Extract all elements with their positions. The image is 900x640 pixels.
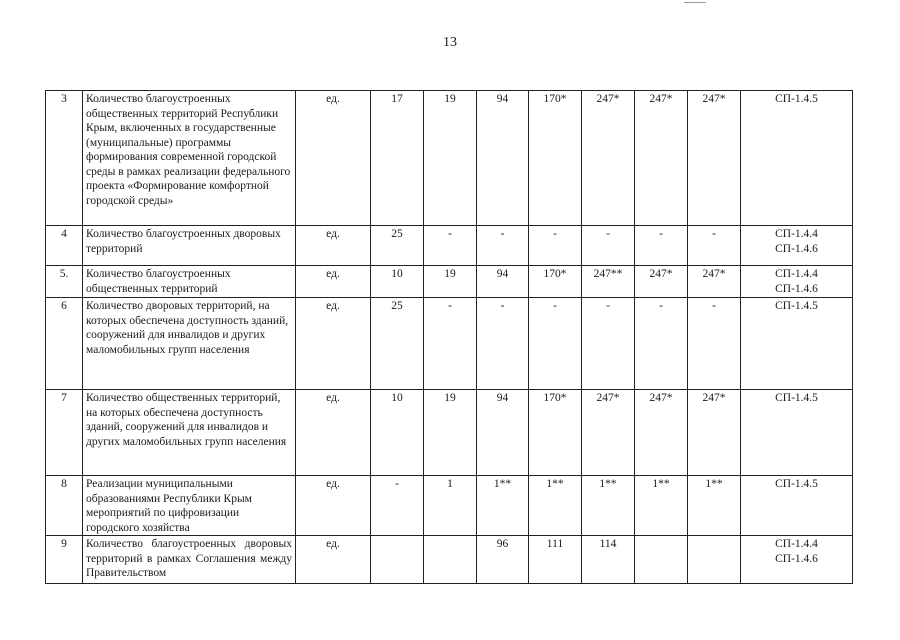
value-cell: -	[688, 298, 741, 390]
row-number: 9	[46, 536, 83, 584]
value-cell: 19	[424, 91, 477, 226]
row-number: 8	[46, 476, 83, 536]
source-code: СП-1.4.6	[775, 242, 818, 255]
indicator-name: Количество благоустроенных дворовых территорий в рамках Соглашения между Правительством	[83, 536, 296, 584]
indicator-name: Количество благоустроенных общественных территорий Республики Крым, включенных в государственные (муниципальные) программы формирования современной городской среды в рамках реализации федерального проекта «Формирование комфортной городской среды»	[83, 91, 296, 226]
value-cell: -	[424, 298, 477, 390]
value-cell: -	[529, 226, 582, 266]
value-cell	[635, 536, 688, 584]
source-code: СП-1.4.5	[775, 300, 818, 312]
source-code: СП-1.4.5	[775, 392, 818, 404]
value-cell: 10	[371, 266, 424, 298]
row-number: 7	[46, 390, 83, 476]
table-row	[46, 91, 853, 226]
value-cell: 111	[529, 536, 582, 584]
source-cell	[741, 266, 853, 298]
value-cell: -	[529, 298, 582, 390]
value-cell: -	[477, 298, 529, 390]
source-code: СП-1.4.4	[775, 228, 818, 240]
value-cell	[424, 536, 477, 584]
value-cell: 247*	[635, 91, 688, 226]
value-cell: 170*	[529, 91, 582, 226]
value-cell: 114	[582, 536, 635, 584]
value-cell: 1**	[582, 476, 635, 536]
table-row	[46, 298, 853, 390]
unit-cell: ед.	[296, 91, 371, 226]
value-cell: 247*	[582, 390, 635, 476]
source-cell	[741, 536, 853, 584]
value-cell: 17	[371, 91, 424, 226]
source-cell	[741, 476, 853, 536]
value-cell: 247*	[688, 390, 741, 476]
page-edge-mark	[684, 2, 706, 3]
source-cell	[741, 390, 853, 476]
value-cell: 247*	[688, 91, 741, 226]
table-row	[46, 390, 853, 476]
value-cell: 96	[477, 536, 529, 584]
value-cell	[371, 536, 424, 584]
source-code: СП-1.4.5	[775, 478, 818, 490]
source-cell	[741, 298, 853, 390]
unit-cell: ед.	[296, 390, 371, 476]
value-cell: -	[635, 226, 688, 266]
table-row	[46, 536, 853, 584]
unit-cell: ед.	[296, 536, 371, 584]
unit-cell: ед.	[296, 226, 371, 266]
table-row	[46, 266, 853, 298]
source-cell	[741, 226, 853, 266]
row-number: 3	[46, 91, 83, 226]
indicators-table	[45, 90, 853, 584]
value-cell: 170*	[529, 390, 582, 476]
value-cell: -	[477, 226, 529, 266]
unit-cell: ед.	[296, 476, 371, 536]
indicator-name: Количество дворовых территорий, на которых обеспечена доступность зданий, сооружений для инвалидов и других маломобильных групп населения	[83, 298, 296, 390]
unit-cell: ед.	[296, 266, 371, 298]
indicator-name: Реализации муниципальными образованиями Республики Крым мероприятий по цифровизации городского хозяйства	[83, 476, 296, 536]
value-cell: 94	[477, 91, 529, 226]
source-code: СП-1.4.5	[775, 93, 818, 105]
value-cell: 19	[424, 266, 477, 298]
value-cell: 1**	[477, 476, 529, 536]
value-cell: 247*	[688, 266, 741, 298]
table-row	[46, 226, 853, 266]
value-cell: 1**	[529, 476, 582, 536]
value-cell: -	[424, 226, 477, 266]
value-cell: -	[371, 476, 424, 536]
value-cell: 94	[477, 266, 529, 298]
source-code: СП-1.4.4	[775, 538, 818, 550]
value-cell: 1**	[688, 476, 741, 536]
row-number: 5.	[46, 266, 83, 298]
value-cell: 170*	[529, 266, 582, 298]
unit-cell: ед.	[296, 298, 371, 390]
value-cell: 94	[477, 390, 529, 476]
row-number: 4	[46, 226, 83, 266]
value-cell: -	[582, 226, 635, 266]
value-cell: -	[688, 226, 741, 266]
source-cell	[741, 91, 853, 226]
indicator-name: Количество общественных территорий, на которых обеспечена доступность зданий, сооружений для инвалидов и других маломобильных групп населения	[83, 390, 296, 476]
source-code: СП-1.4.6	[775, 552, 818, 565]
value-cell: -	[635, 298, 688, 390]
value-cell: 19	[424, 390, 477, 476]
indicator-name: Количество благоустроенных дворовых территорий	[83, 226, 296, 266]
value-cell: 25	[371, 226, 424, 266]
value-cell: 25	[371, 298, 424, 390]
source-code: СП-1.4.4	[775, 268, 818, 280]
table-row	[46, 476, 853, 536]
source-code: СП-1.4.6	[775, 282, 818, 295]
value-cell: 247*	[635, 390, 688, 476]
indicator-name: Количество благоустроенных общественных территорий	[83, 266, 296, 298]
value-cell	[688, 536, 741, 584]
value-cell: 10	[371, 390, 424, 476]
page-number: 13	[443, 35, 457, 50]
value-cell: 247*	[635, 266, 688, 298]
value-cell: 1**	[635, 476, 688, 536]
value-cell: 247*	[582, 91, 635, 226]
row-number: 6	[46, 298, 83, 390]
value-cell: 247**	[582, 266, 635, 298]
value-cell: -	[582, 298, 635, 390]
value-cell: 1	[424, 476, 477, 536]
